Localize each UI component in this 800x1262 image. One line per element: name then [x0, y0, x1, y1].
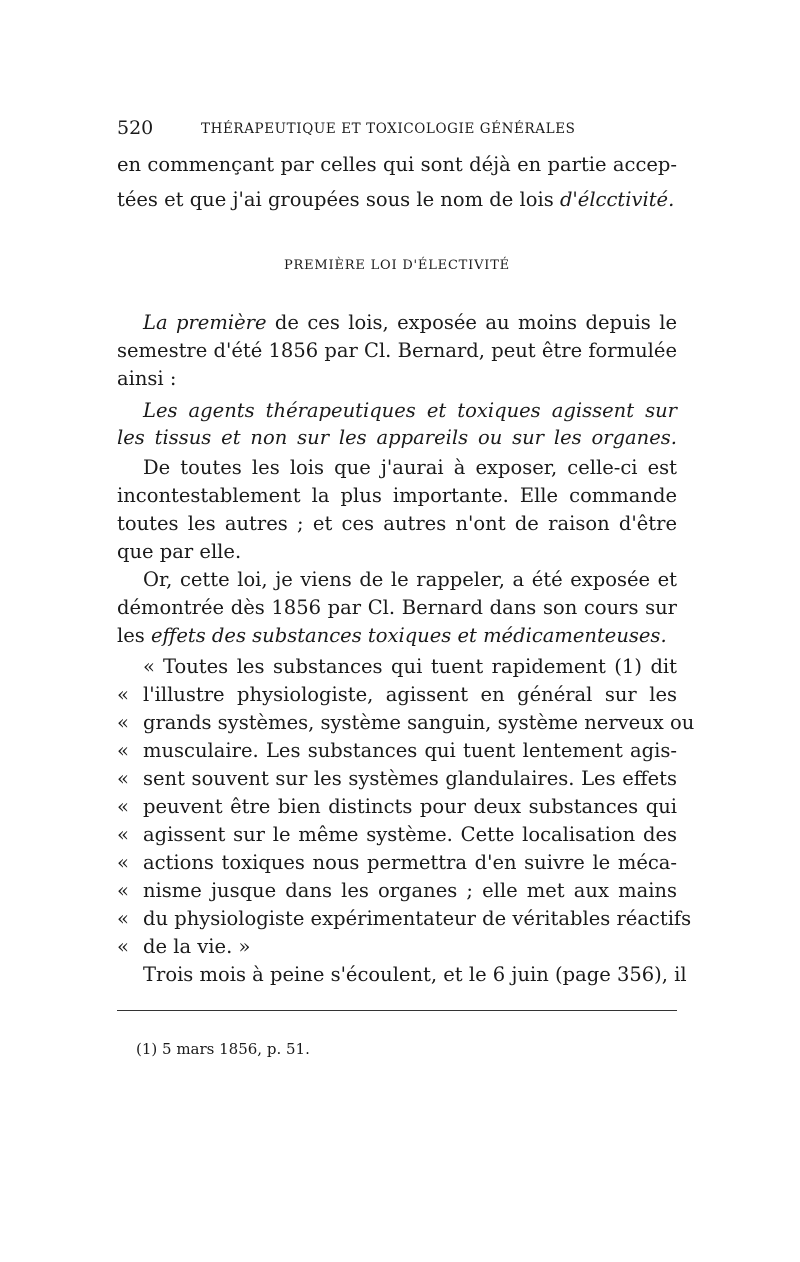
quote-mark: «	[117, 823, 129, 846]
intro-line-2-text: tées et que j'ai groupées sous le nom de lois	[117, 188, 560, 211]
quote-line-2	[117, 681, 677, 709]
quote-mark: «	[117, 711, 129, 734]
quote-mark: «	[117, 795, 129, 818]
quote-line-4	[117, 737, 677, 765]
law-line-1: Les agents thérapeutiques et toxiques agissent sur	[143, 399, 677, 422]
intro-line-2	[117, 186, 677, 214]
paragraph3-line-3-text: les	[117, 624, 151, 647]
paragraph3-line-1: Or, cette loi, je viens de le rappeler, a été exposée et	[143, 568, 677, 591]
quote-mark: «	[117, 907, 129, 930]
law-line-2: les tissus et non sur les appareils ou sur les organes.	[117, 426, 677, 449]
paragraph4-line-1: Trois mois à peine s'écoulent, et le 6 juin (page 356), il	[143, 963, 687, 986]
quote-close-mark: »	[238, 935, 251, 958]
quote-text: nisme jusque dans les organes ; elle met aux mains	[143, 879, 677, 902]
quote-line-3	[117, 709, 695, 737]
quote-text: Toutes les substances qui tuent rapidement (1) dit	[163, 655, 677, 678]
running-title: THÉRAPEUTIQUE ET TOXICOLOGIE GÉNÉRALES	[201, 121, 576, 137]
paragraph2-line-3: toutes les autres ; et ces autres n'ont de raison d'être	[117, 512, 677, 535]
section-title: PREMIÈRE LOI D'ÉLECTIVITÉ	[284, 258, 510, 273]
quote-line-6	[117, 793, 677, 821]
paragraph2-line-2: incontestablement la plus importante. Elle commande	[117, 484, 677, 507]
quote-mark: «	[143, 655, 155, 678]
quote-mark: «	[117, 851, 129, 874]
quote-line-7	[117, 821, 677, 849]
paragraph3-line-3	[117, 622, 677, 650]
quote-text: peuvent être bien distincts pour deux substances qui	[143, 795, 677, 818]
footnote-rule	[117, 1010, 677, 1011]
quote-mark: «	[117, 739, 129, 762]
paragraph3-line-2: démontrée dès 1856 par Cl. Bernard dans son cours sur	[117, 596, 677, 619]
quote-text: musculaire. Les substances qui tuent lentement agis-	[143, 739, 677, 762]
quote-text: actions toxiques nous permettra d'en suivre le méca-	[143, 851, 677, 874]
paragraph1-line-2: semestre d'été 1856 par Cl. Bernard, peut être formulée	[117, 339, 677, 362]
quote-text: sent souvent sur les systèmes glandulaires. Les effets	[143, 767, 677, 790]
quote-mark: «	[117, 935, 129, 958]
paragraph2-line-4: que par elle.	[117, 540, 242, 563]
paragraph1-line-1-text: de ces lois, exposée au moins depuis le	[266, 311, 677, 334]
intro-line-2-emphasis: d'élcctivité.	[559, 188, 675, 211]
quote-line-11	[117, 933, 677, 961]
quote-text: grands systèmes, système sanguin, système nerveux ou	[143, 711, 695, 734]
page-header	[117, 117, 677, 147]
intro-line-1: en commençant par celles qui sont déjà en partie accep-	[117, 153, 677, 176]
quote-text: l'illustre physiologiste, agissent en général sur les	[143, 683, 677, 706]
quote-text: agissent sur le même système. Cette localisation des	[143, 823, 677, 846]
paragraph1-line-1	[143, 309, 677, 337]
quote-mark: «	[117, 879, 129, 902]
quote-line-8	[117, 849, 677, 877]
footnote: (1) 5 mars 1856, p. 51.	[136, 1040, 310, 1058]
paragraph2-line-1: De toutes les lois que j'aurai à exposer, celle-ci est	[143, 456, 677, 479]
quote-mark: «	[117, 767, 129, 790]
page-number: 520	[117, 117, 154, 139]
quote-text: de la vie.	[143, 935, 233, 958]
quote-line-5	[117, 765, 677, 793]
paragraph1-line-3: ainsi :	[117, 367, 177, 390]
quote-line-1	[143, 653, 677, 681]
paragraph3-emphasis: effets des substances toxiques et médicamenteuses.	[150, 624, 667, 647]
quote-text: du physiologiste expérimentateur de véritables réactifs	[143, 907, 692, 930]
quote-line-10	[117, 905, 692, 933]
paragraph1-emphasis: La première	[143, 311, 267, 334]
quote-line-9	[117, 877, 677, 905]
quote-mark: «	[117, 683, 129, 706]
